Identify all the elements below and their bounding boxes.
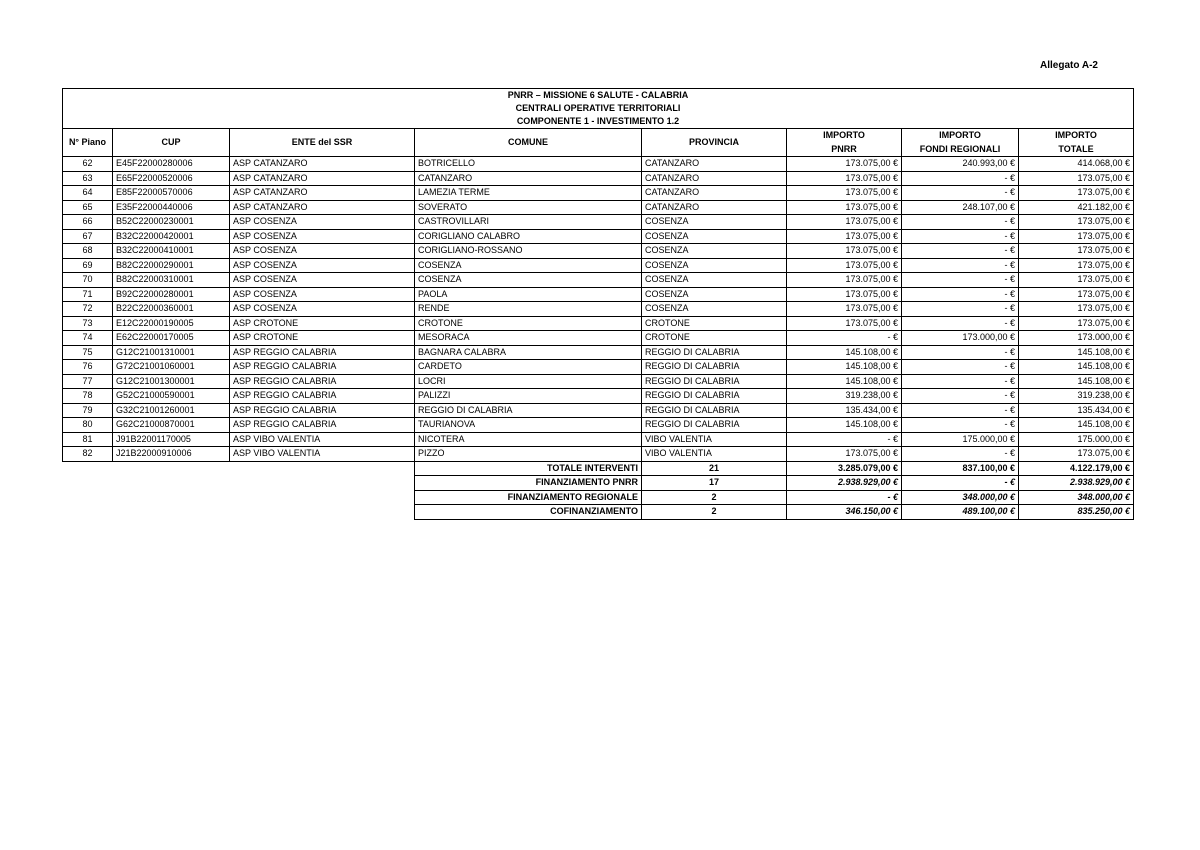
cell-n-piano: 82 [63, 447, 113, 462]
totals-count: 2 [642, 505, 787, 520]
cell-n-piano: 72 [63, 302, 113, 317]
cell-importo-pnrr: 135.434,00 € [787, 403, 902, 418]
totals-importo-totale: 348.000,00 € [1019, 490, 1134, 505]
table-row [63, 316, 1134, 331]
cell-provincia: CATANZARO [642, 157, 787, 172]
cell-cup: E45F22000280006 [113, 157, 230, 172]
table-row [63, 273, 1134, 288]
table-row [63, 171, 1134, 186]
cell-importo-totale: 145.108,00 € [1019, 360, 1134, 375]
cell-importo-fondi: - € [902, 287, 1019, 302]
cell-importo-fondi: - € [902, 244, 1019, 259]
cell-provincia: VIBO VALENTIA [642, 447, 787, 462]
cell-n-piano: 76 [63, 360, 113, 375]
cell-importo-totale: 173.075,00 € [1019, 171, 1134, 186]
cell-comune: CASTROVILLARI [415, 215, 642, 230]
cell-comune: LAMEZIA TERME [415, 186, 642, 201]
totals-count: 2 [642, 490, 787, 505]
cell-cup: B52C22000230001 [113, 215, 230, 230]
cell-importo-totale: 173.075,00 € [1019, 215, 1134, 230]
table-row [63, 432, 1134, 447]
cell-importo-fondi: - € [902, 302, 1019, 317]
totals-spacer [63, 461, 415, 476]
cell-provincia: COSENZA [642, 302, 787, 317]
cell-comune: RENDE [415, 302, 642, 317]
cell-cup: E35F22000440006 [113, 200, 230, 215]
totals-label: FINANZIAMENTO PNRR [415, 476, 642, 491]
totals-spacer [63, 476, 415, 491]
table-row [63, 287, 1134, 302]
totals-importo-totale: 2.938.929,00 € [1019, 476, 1134, 491]
cell-comune: COSENZA [415, 258, 642, 273]
cell-importo-pnrr: 173.075,00 € [787, 244, 902, 259]
cell-importo-pnrr: 145.108,00 € [787, 360, 902, 375]
cell-ente: ASP COSENZA [230, 215, 415, 230]
cell-comune: CORIGLIANO CALABRO [415, 229, 642, 244]
cell-provincia: COSENZA [642, 287, 787, 302]
table-row [63, 331, 1134, 346]
cell-importo-totale: 414.068,00 € [1019, 157, 1134, 172]
cell-cup: G62C21000870001 [113, 418, 230, 433]
cell-ente: ASP COSENZA [230, 258, 415, 273]
cell-importo-fondi: - € [902, 273, 1019, 288]
cell-cup: G32C21001260001 [113, 403, 230, 418]
cell-importo-pnrr: 173.075,00 € [787, 302, 902, 317]
totals-importo-pnrr: - € [787, 490, 902, 505]
title-line-1: PNRR – MISSIONE 6 SALUTE - CALABRIA [63, 89, 1134, 103]
cell-comune: PIZZO [415, 447, 642, 462]
cell-comune: REGGIO DI CALABRIA [415, 403, 642, 418]
cell-ente: ASP COSENZA [230, 273, 415, 288]
cell-importo-pnrr: 173.075,00 € [787, 258, 902, 273]
table-row [63, 302, 1134, 317]
table-row [63, 186, 1134, 201]
cell-ente: ASP VIBO VALENTIA [230, 447, 415, 462]
cell-importo-totale: 173.075,00 € [1019, 273, 1134, 288]
totals-spacer [63, 505, 415, 520]
cell-comune: MESORACA [415, 331, 642, 346]
cell-provincia: COSENZA [642, 258, 787, 273]
cell-importo-fondi: - € [902, 215, 1019, 230]
cell-n-piano: 78 [63, 389, 113, 404]
cell-importo-fondi: - € [902, 316, 1019, 331]
table-row [63, 374, 1134, 389]
cell-ente: ASP CATANZARO [230, 157, 415, 172]
cell-cup: E12C22000190005 [113, 316, 230, 331]
cell-importo-pnrr: 173.075,00 € [787, 200, 902, 215]
cell-importo-fondi: 173.000,00 € [902, 331, 1019, 346]
cell-provincia: REGGIO DI CALABRIA [642, 418, 787, 433]
cell-importo-totale: 173.075,00 € [1019, 447, 1134, 462]
totals-importo-pnrr: 346.150,00 € [787, 505, 902, 520]
cell-provincia: COSENZA [642, 244, 787, 259]
cell-provincia: COSENZA [642, 215, 787, 230]
cell-importo-totale: 175.000,00 € [1019, 432, 1134, 447]
cell-importo-fondi: 175.000,00 € [902, 432, 1019, 447]
cell-comune: PALIZZI [415, 389, 642, 404]
totals-importo-fondi: 489.100,00 € [902, 505, 1019, 520]
cell-cup: G12C21001310001 [113, 345, 230, 360]
header-importo-pnrr-line2: PNRR [787, 143, 902, 157]
cell-cup: J21B22000910006 [113, 447, 230, 462]
cell-cup: G52C21000590001 [113, 389, 230, 404]
cell-comune: COSENZA [415, 273, 642, 288]
cell-ente: ASP REGGIO CALABRIA [230, 360, 415, 375]
cell-importo-fondi: - € [902, 360, 1019, 375]
cell-importo-pnrr: 173.075,00 € [787, 215, 902, 230]
interventions-table [62, 88, 1134, 520]
cell-ente: ASP CROTONE [230, 316, 415, 331]
cell-importo-fondi: - € [902, 345, 1019, 360]
cell-importo-pnrr: 173.075,00 € [787, 171, 902, 186]
cell-importo-totale: 319.238,00 € [1019, 389, 1134, 404]
cell-comune: PAOLA [415, 287, 642, 302]
cell-importo-pnrr: 173.075,00 € [787, 447, 902, 462]
cell-provincia: REGGIO DI CALABRIA [642, 360, 787, 375]
cell-importo-totale: 421.182,00 € [1019, 200, 1134, 215]
title-line-2: CENTRALI OPERATIVE TERRITORIALI [63, 102, 1134, 115]
cell-cup: B32C22000410001 [113, 244, 230, 259]
cell-importo-pnrr: 173.075,00 € [787, 316, 902, 331]
cell-ente: ASP COSENZA [230, 229, 415, 244]
table-row [63, 258, 1134, 273]
cell-provincia: REGGIO DI CALABRIA [642, 345, 787, 360]
cell-importo-pnrr: - € [787, 331, 902, 346]
cell-provincia: REGGIO DI CALABRIA [642, 374, 787, 389]
totals-row [63, 505, 1134, 520]
cell-n-piano: 80 [63, 418, 113, 433]
cell-n-piano: 68 [63, 244, 113, 259]
cell-n-piano: 73 [63, 316, 113, 331]
cell-n-piano: 81 [63, 432, 113, 447]
totals-label: TOTALE INTERVENTI [415, 461, 642, 476]
cell-importo-fondi: - € [902, 403, 1019, 418]
table-row [63, 345, 1134, 360]
cell-comune: CROTONE [415, 316, 642, 331]
cell-n-piano: 77 [63, 374, 113, 389]
cell-provincia: COSENZA [642, 229, 787, 244]
cell-importo-totale: 173.075,00 € [1019, 287, 1134, 302]
cell-comune: CORIGLIANO-ROSSANO [415, 244, 642, 259]
cell-importo-pnrr: - € [787, 432, 902, 447]
cell-provincia: COSENZA [642, 273, 787, 288]
cell-ente: ASP REGGIO CALABRIA [230, 345, 415, 360]
totals-importo-fondi: 837.100,00 € [902, 461, 1019, 476]
cell-importo-pnrr: 173.075,00 € [787, 273, 902, 288]
cell-importo-totale: 173.075,00 € [1019, 302, 1134, 317]
cell-comune: TAURIANOVA [415, 418, 642, 433]
cell-importo-totale: 173.075,00 € [1019, 316, 1134, 331]
cell-importo-fondi: - € [902, 171, 1019, 186]
cell-provincia: CATANZARO [642, 200, 787, 215]
cell-importo-pnrr: 173.075,00 € [787, 287, 902, 302]
header-n-piano: N° Piano [63, 129, 113, 157]
totals-count: 17 [642, 476, 787, 491]
table-row [63, 200, 1134, 215]
cell-ente: ASP CROTONE [230, 331, 415, 346]
header-importo-pnrr-line1: IMPORTO [787, 129, 902, 143]
cell-ente: ASP COSENZA [230, 244, 415, 259]
cell-importo-fondi: 248.107,00 € [902, 200, 1019, 215]
cell-ente: ASP VIBO VALENTIA [230, 432, 415, 447]
totals-importo-fondi: 348.000,00 € [902, 490, 1019, 505]
cell-provincia: REGGIO DI CALABRIA [642, 403, 787, 418]
cell-importo-fondi: 240.993,00 € [902, 157, 1019, 172]
header-comune: COMUNE [415, 129, 642, 157]
cell-n-piano: 75 [63, 345, 113, 360]
cell-importo-totale: 173.075,00 € [1019, 186, 1134, 201]
cell-ente: ASP REGGIO CALABRIA [230, 403, 415, 418]
cell-importo-fondi: - € [902, 418, 1019, 433]
header-importo-totale-line1: IMPORTO [1019, 129, 1134, 143]
cell-ente: ASP REGGIO CALABRIA [230, 418, 415, 433]
table-row [63, 229, 1134, 244]
cell-ente: ASP REGGIO CALABRIA [230, 389, 415, 404]
cell-importo-pnrr: 145.108,00 € [787, 374, 902, 389]
cell-importo-totale: 135.434,00 € [1019, 403, 1134, 418]
table-row [63, 360, 1134, 375]
table-row [63, 157, 1134, 172]
cell-importo-pnrr: 173.075,00 € [787, 186, 902, 201]
cell-cup: B82C22000310001 [113, 273, 230, 288]
cell-n-piano: 62 [63, 157, 113, 172]
header-cup: CUP [113, 129, 230, 157]
cell-importo-totale: 173.075,00 € [1019, 258, 1134, 273]
cell-ente: ASP REGGIO CALABRIA [230, 374, 415, 389]
cell-provincia: VIBO VALENTIA [642, 432, 787, 447]
cell-importo-totale: 145.108,00 € [1019, 345, 1134, 360]
table-row [63, 389, 1134, 404]
cell-comune: BOTRICELLO [415, 157, 642, 172]
header-importo-totale-line2: TOTALE [1019, 143, 1134, 157]
cell-importo-fondi: - € [902, 186, 1019, 201]
cell-provincia: CATANZARO [642, 171, 787, 186]
cell-importo-pnrr: 173.075,00 € [787, 157, 902, 172]
cell-importo-totale: 173.000,00 € [1019, 331, 1134, 346]
cell-n-piano: 71 [63, 287, 113, 302]
totals-importo-totale: 835.250,00 € [1019, 505, 1134, 520]
totals-row [63, 490, 1134, 505]
cell-importo-fondi: - € [902, 374, 1019, 389]
table-row [63, 244, 1134, 259]
cell-cup: B82C22000290001 [113, 258, 230, 273]
cell-n-piano: 79 [63, 403, 113, 418]
cell-n-piano: 74 [63, 331, 113, 346]
cell-cup: G12C21001300001 [113, 374, 230, 389]
totals-importo-totale: 4.122.179,00 € [1019, 461, 1134, 476]
cell-ente: ASP COSENZA [230, 287, 415, 302]
header-provincia: PROVINCIA [642, 129, 787, 157]
cell-cup: J91B22001170005 [113, 432, 230, 447]
cell-n-piano: 65 [63, 200, 113, 215]
totals-importo-pnrr: 3.285.079,00 € [787, 461, 902, 476]
cell-n-piano: 69 [63, 258, 113, 273]
cell-importo-pnrr: 145.108,00 € [787, 345, 902, 360]
table-row [63, 447, 1134, 462]
table-row [63, 215, 1134, 230]
cell-importo-totale: 173.075,00 € [1019, 244, 1134, 259]
totals-label: COFINANZIAMENTO [415, 505, 642, 520]
title-line-3: COMPONENTE 1 - INVESTIMENTO 1.2 [63, 115, 1134, 129]
totals-row [63, 476, 1134, 491]
cell-cup: E65F22000520006 [113, 171, 230, 186]
cell-cup: G72C21001060001 [113, 360, 230, 375]
cell-importo-pnrr: 173.075,00 € [787, 229, 902, 244]
cell-ente: ASP CATANZARO [230, 171, 415, 186]
cell-provincia: REGGIO DI CALABRIA [642, 389, 787, 404]
cell-ente: ASP COSENZA [230, 302, 415, 317]
cell-cup: B92C22000280001 [113, 287, 230, 302]
cell-comune: BAGNARA CALABRA [415, 345, 642, 360]
allegato-label: Allegato A-2 [1040, 60, 1098, 71]
cell-importo-fondi: - € [902, 258, 1019, 273]
cell-cup: B32C22000420001 [113, 229, 230, 244]
cell-importo-pnrr: 145.108,00 € [787, 418, 902, 433]
cell-comune: CARDETO [415, 360, 642, 375]
table-row [63, 418, 1134, 433]
cell-n-piano: 70 [63, 273, 113, 288]
cell-importo-totale: 145.108,00 € [1019, 418, 1134, 433]
cell-importo-totale: 173.075,00 € [1019, 229, 1134, 244]
totals-importo-pnrr: 2.938.929,00 € [787, 476, 902, 491]
cell-n-piano: 67 [63, 229, 113, 244]
header-ente: ENTE del SSR [230, 129, 415, 157]
totals-importo-fondi: - € [902, 476, 1019, 491]
cell-cup: E62C22000170005 [113, 331, 230, 346]
cell-comune: CATANZARO [415, 171, 642, 186]
table-row [63, 403, 1134, 418]
header-importo-fondi-line1: IMPORTO [902, 129, 1019, 143]
cell-importo-totale: 145.108,00 € [1019, 374, 1134, 389]
cell-provincia: CATANZARO [642, 186, 787, 201]
cell-importo-pnrr: 319.238,00 € [787, 389, 902, 404]
cell-n-piano: 66 [63, 215, 113, 230]
cell-importo-fondi: - € [902, 389, 1019, 404]
cell-provincia: CROTONE [642, 331, 787, 346]
cell-n-piano: 64 [63, 186, 113, 201]
cell-comune: NICOTERA [415, 432, 642, 447]
cell-cup: B22C22000360001 [113, 302, 230, 317]
cell-importo-fondi: - € [902, 229, 1019, 244]
header-importo-fondi-line2: FONDI REGIONALI [902, 143, 1019, 157]
cell-importo-fondi: - € [902, 447, 1019, 462]
cell-cup: E85F22000570006 [113, 186, 230, 201]
cell-comune: SOVERATO [415, 200, 642, 215]
cell-comune: LOCRI [415, 374, 642, 389]
totals-row [63, 461, 1134, 476]
cell-n-piano: 63 [63, 171, 113, 186]
cell-provincia: CROTONE [642, 316, 787, 331]
cell-ente: ASP CATANZARO [230, 186, 415, 201]
totals-spacer [63, 490, 415, 505]
cell-ente: ASP CATANZARO [230, 200, 415, 215]
totals-label: FINANZIAMENTO REGIONALE [415, 490, 642, 505]
totals-count: 21 [642, 461, 787, 476]
